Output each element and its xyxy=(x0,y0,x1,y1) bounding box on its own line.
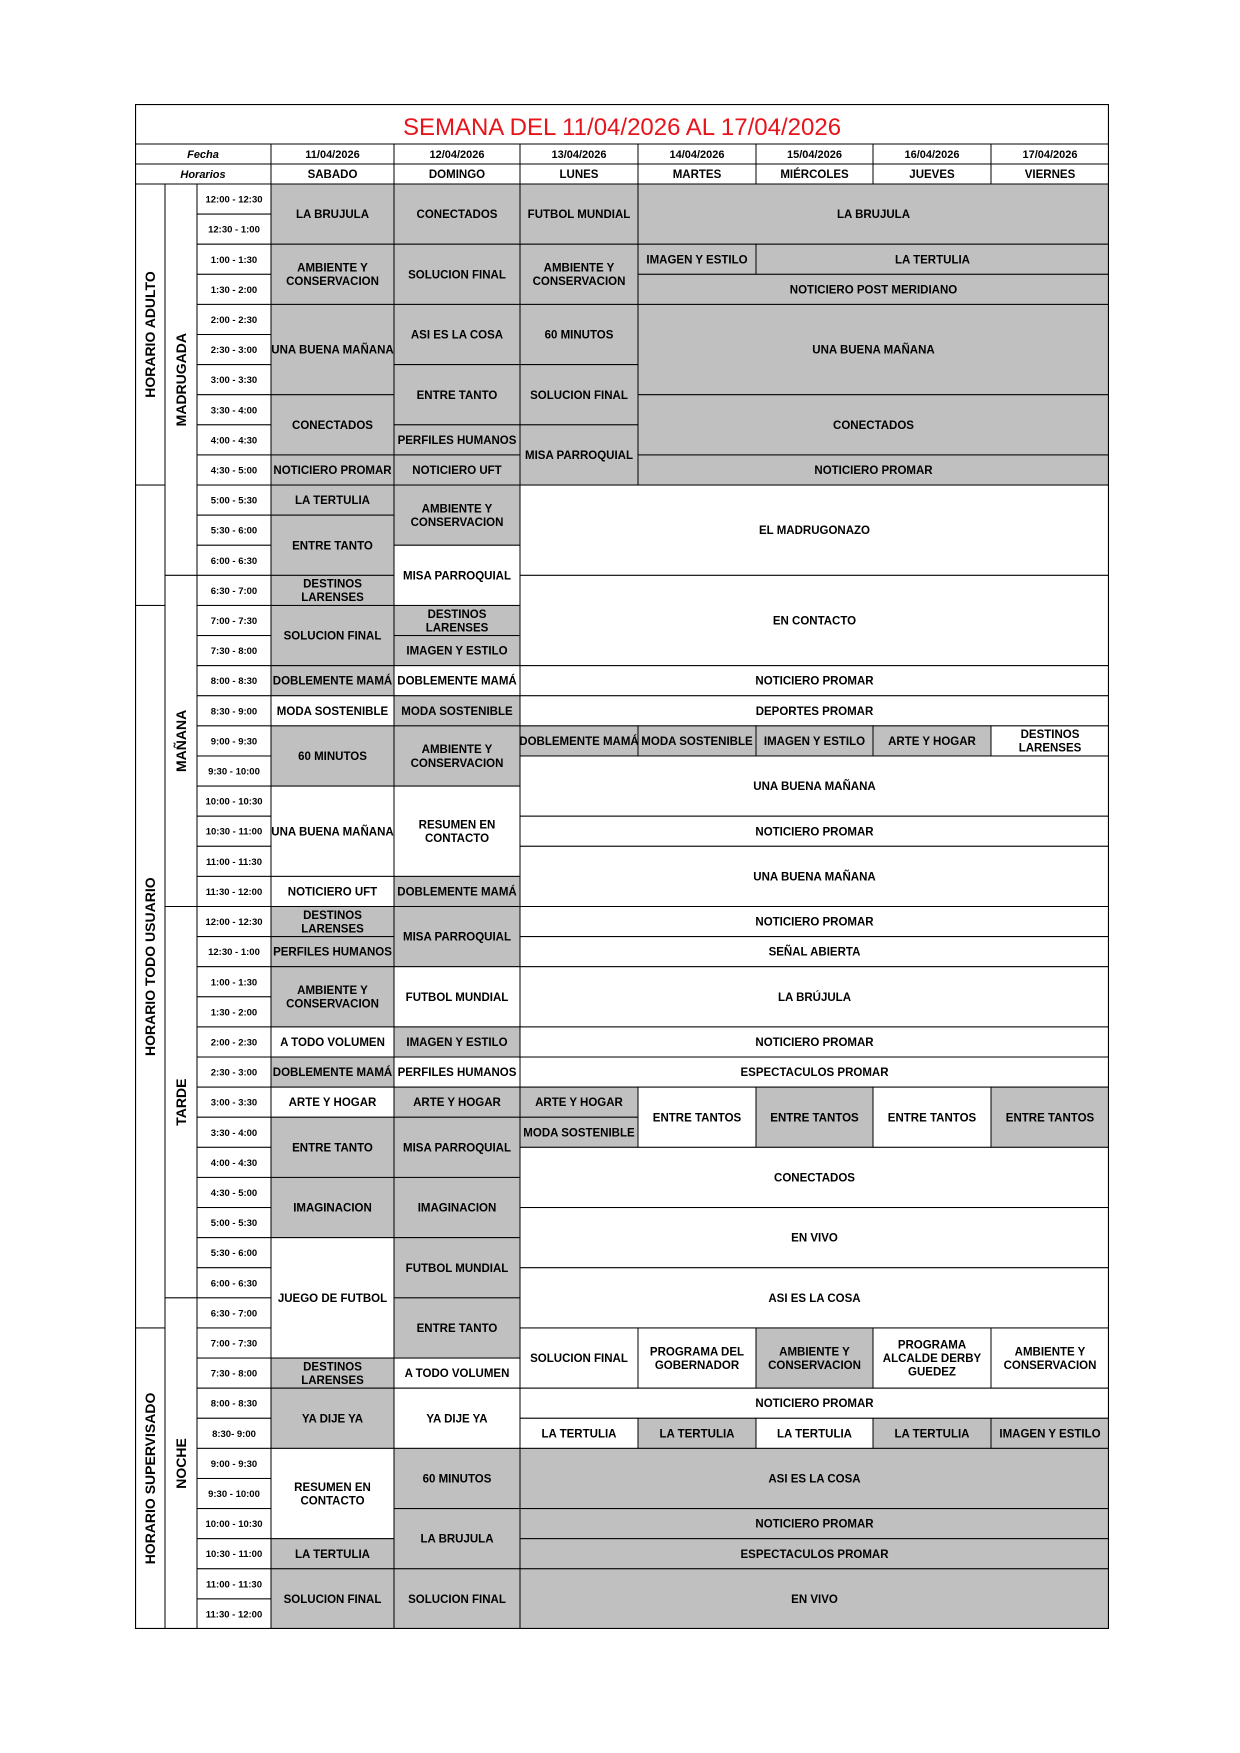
day-header: VIERNES xyxy=(1024,169,1076,181)
fecha-label: Fecha xyxy=(187,149,219,161)
program-label: 60 MINUTOS xyxy=(544,329,614,342)
time-slot: 12:30 - 1:00 xyxy=(208,224,260,236)
time-slot: 8:30- 9:00 xyxy=(212,1428,256,1440)
time-slot: 11:00 - 11:30 xyxy=(206,856,262,868)
program-label: IMAGINACION xyxy=(293,1202,372,1215)
program-label: DESTINOS LARENSES xyxy=(425,608,489,635)
time-slot: 4:00 - 4:30 xyxy=(210,1157,258,1169)
time-slot: 2:00 - 2:30 xyxy=(210,1037,258,1049)
time-slot: 7:00 - 7:30 xyxy=(210,1338,258,1350)
time-slot: 11:00 - 11:30 xyxy=(206,1579,262,1591)
program-label: LA TERTULIA xyxy=(295,495,370,508)
program-label: ESPECTACULOS PROMAR xyxy=(740,1067,889,1080)
program-label: ENTRE TANTOS xyxy=(652,1112,742,1125)
program-label: SOLUCION FINAL xyxy=(408,1593,506,1606)
program-label: UNA BUENA MAÑANA xyxy=(271,826,394,839)
program-label: FUTBOL MUNDIAL xyxy=(405,1262,509,1275)
day-header: MARTES xyxy=(672,169,722,181)
time-slot: 12:00 - 12:30 xyxy=(205,194,263,206)
time-slot: 2:30 - 3:00 xyxy=(210,345,258,357)
rating-band-label: HORARIO TODO USUARIO xyxy=(142,877,158,1057)
program-label: PROGRAMA DEL GOBERNADOR xyxy=(649,1346,745,1372)
program-label: NOTICIERO PROMAR xyxy=(755,1398,874,1411)
time-slot: 9:00 - 9:30 xyxy=(210,1458,258,1470)
program-label: CONECTADOS xyxy=(416,209,498,222)
time-slot: 3:30 - 4:00 xyxy=(210,405,258,417)
time-slot: 9:00 - 9:30 xyxy=(210,736,258,748)
program-label: PERFILES HUMANOS xyxy=(397,434,517,447)
time-slot: 9:30 - 10:00 xyxy=(208,766,260,778)
rating-band-label: HORARIO SUPERVISADO xyxy=(142,1392,158,1565)
date-header: 16/04/2026 xyxy=(904,149,960,161)
program-label: ENTRE TANTOS xyxy=(770,1112,859,1125)
date-header: 15/04/2026 xyxy=(786,149,843,161)
rating-band-label: HORARIO ADULTO xyxy=(142,271,158,398)
program-label: EN CONTACTO xyxy=(772,615,857,628)
program-label: AMBIENTE Y CONSERVACION xyxy=(410,503,504,529)
time-slot: 7:00 - 7:30 xyxy=(210,616,258,628)
program-label: LA BRUJULA xyxy=(836,209,911,222)
program-label: UNA BUENA MAÑANA xyxy=(753,781,876,794)
day-header: LUNES xyxy=(559,169,599,181)
program-label: LA TERTULIA xyxy=(895,254,970,267)
program-label: CONECTADOS xyxy=(774,1172,855,1185)
time-slot: 9:30 - 10:00 xyxy=(208,1489,260,1501)
program-label: AMBIENTE Y CONSERVACION xyxy=(410,744,504,770)
program-label: ARTE Y HOGAR xyxy=(288,1097,377,1110)
day-part-label: TARDE xyxy=(173,1078,189,1126)
program-label: NOTICIERO PROMAR xyxy=(755,1518,874,1531)
program-label: NOTICIERO UFT xyxy=(412,465,502,478)
program-label: LA BRUJULA xyxy=(295,209,370,222)
program-label: LA BRUJULA xyxy=(420,1533,494,1546)
program-label: YA DIJE YA xyxy=(301,1413,364,1426)
program-label: PERFILES HUMANOS xyxy=(273,946,392,959)
program-label: SOLUCION FINAL xyxy=(283,1593,382,1606)
program-label: ESPECTACULOS PROMAR xyxy=(740,1548,889,1561)
program-label: A TODO VOLUMEN xyxy=(404,1368,510,1381)
program-label: RESUMEN EN CONTACTO xyxy=(294,1481,371,1508)
day-header: SABADO xyxy=(307,169,358,181)
program-label: UNA BUENA MAÑANA xyxy=(271,344,394,357)
time-slot: 3:30 - 4:00 xyxy=(210,1127,258,1139)
program-label: FUTBOL MUNDIAL xyxy=(527,209,631,222)
time-slot: 10:30 - 11:00 xyxy=(205,1549,263,1561)
program-label: YA DIJE YA xyxy=(426,1413,488,1426)
page-title: SEMANA DEL 11/04/2026 AL 17/04/2026 xyxy=(402,114,842,141)
program-label: NOTICIERO PROMAR xyxy=(755,916,874,929)
program-label: MISA PARROQUIAL xyxy=(403,570,511,583)
program-label: ASI ES LA COSA xyxy=(410,329,504,342)
program-label: AMBIENTE Y CONSERVACION xyxy=(768,1346,861,1372)
program-label: EN VIVO xyxy=(791,1593,838,1606)
program-label: ARTE Y HOGAR xyxy=(413,1097,501,1110)
program-label: DESTINOS LARENSES xyxy=(301,909,364,936)
schedule-grid xyxy=(135,104,1109,1629)
time-slot: 4:30 - 5:00 xyxy=(210,1187,258,1199)
time-slot: 10:30 - 11:00 xyxy=(205,826,263,838)
program-label: EL MADRUGONAZO xyxy=(759,525,870,538)
program-label: CONECTADOS xyxy=(292,419,373,432)
program-label: ENTRE TANTO xyxy=(292,1142,373,1155)
program-label: ARTE Y HOGAR xyxy=(535,1097,623,1110)
program-label: ENTRE TANTOS xyxy=(887,1112,977,1125)
program-label: NOTICIERO PROMAR xyxy=(755,826,874,839)
time-slot: 6:30 - 7:00 xyxy=(210,1308,258,1320)
program-label: CONECTADOS xyxy=(833,419,914,432)
program-label: SOLUCION FINAL xyxy=(530,1353,628,1366)
date-header: 13/04/2026 xyxy=(551,149,607,161)
program-label: ENTRE TANTO xyxy=(416,1322,498,1335)
program-label: DESTINOS LARENSES xyxy=(1018,729,1082,755)
program-label: IMAGEN Y ESTILO xyxy=(763,735,866,748)
program-label: IMAGEN Y ESTILO xyxy=(999,1428,1101,1441)
program-label: NOTICIERO PROMAR xyxy=(755,675,874,688)
rating-band-cell xyxy=(135,485,165,605)
program-label: LA TERTULIA xyxy=(295,1548,370,1561)
program-label: FUTBOL MUNDIAL xyxy=(405,991,509,1004)
time-slot: 5:00 - 5:30 xyxy=(210,495,258,507)
time-slot: 3:00 - 3:30 xyxy=(210,1097,258,1109)
day-part-label: MAÑANA xyxy=(173,709,189,773)
program-label: NOTICIERO POST MERIDIANO xyxy=(789,284,958,297)
program-label: DESTINOS LARENSES xyxy=(301,578,364,605)
program-label: AMBIENTE Y CONSERVACION xyxy=(1003,1346,1097,1372)
program-label: DESTINOS LARENSES xyxy=(301,1361,364,1387)
program-label: NOTICIERO PROMAR xyxy=(814,465,933,478)
day-part-label: MADRUGADA xyxy=(173,333,189,427)
time-slot: 11:30 - 12:00 xyxy=(205,1609,263,1621)
program-label: NOTICIERO UFT xyxy=(287,886,378,899)
program-label: NOTICIERO PROMAR xyxy=(755,1036,874,1049)
date-header: 17/04/2026 xyxy=(1022,149,1078,161)
date-header: 12/04/2026 xyxy=(429,149,485,161)
program-label: IMAGINACION xyxy=(417,1202,497,1215)
time-slot: 5:00 - 5:30 xyxy=(210,1218,258,1230)
time-slot: 1:00 - 1:30 xyxy=(210,977,258,989)
program-label: MODA SOSTENIBLE xyxy=(276,705,389,718)
time-slot: 4:00 - 4:30 xyxy=(210,435,258,447)
program-label: RESUMEN EN CONTACTO xyxy=(418,819,496,846)
schedule-table xyxy=(135,104,1109,1629)
program-label: ENTRE TANTO xyxy=(416,389,498,402)
program-label: DOBLEMENTE MAMÁ xyxy=(272,675,393,688)
program-label: AMBIENTE Y CONSERVACION xyxy=(532,262,626,289)
program-label: PERFILES HUMANOS xyxy=(397,1067,517,1080)
program-label: LA TERTULIA xyxy=(777,1428,852,1441)
program-label: LA TERTULIA xyxy=(894,1428,970,1441)
program-label: DOBLEMENTE MAMÁ xyxy=(519,735,639,748)
program-label: MODA SOSTENIBLE xyxy=(641,735,753,748)
time-slot: 10:00 - 10:30 xyxy=(205,1519,263,1531)
time-slot: 6:30 - 7:00 xyxy=(210,585,258,597)
program-label: 60 MINUTOS xyxy=(298,751,367,764)
program-label: JUEGO DE FUTBOL xyxy=(277,1292,388,1305)
program-label: EN VIVO xyxy=(791,1232,838,1245)
program-label: DEPORTES PROMAR xyxy=(755,705,874,718)
program-label: ENTRE TANTOS xyxy=(1005,1112,1095,1125)
time-slot: 12:00 - 12:30 xyxy=(205,917,263,929)
program-label: LA TERTULIA xyxy=(541,1428,617,1441)
time-slot: 2:00 - 2:30 xyxy=(210,314,258,326)
time-slot: 10:00 - 10:30 xyxy=(205,796,263,808)
time-slot: 5:30 - 6:00 xyxy=(210,1248,258,1260)
program-label: ARTE Y HOGAR xyxy=(888,735,976,748)
program-label: 60 MINUTOS xyxy=(422,1473,492,1486)
program-label: UNA BUENA MAÑANA xyxy=(812,344,935,357)
time-slot: 4:30 - 5:00 xyxy=(210,465,258,477)
horarios-label: Horarios xyxy=(180,169,226,181)
program-label: PROGRAMA ALCALDE DERBY GUEDEZ xyxy=(882,1339,982,1379)
day-header: DOMINGO xyxy=(428,169,486,181)
program-label: MISA PARROQUIAL xyxy=(525,449,633,462)
day-header: JUEVES xyxy=(909,169,955,181)
program-label: ASI ES LA COSA xyxy=(768,1292,861,1305)
program-label: AMBIENTE Y CONSERVACION xyxy=(286,262,379,289)
time-slot: 11:30 - 12:00 xyxy=(205,886,263,898)
program-label: IMAGEN Y ESTILO xyxy=(406,645,508,658)
time-slot: 8:30 - 9:00 xyxy=(210,706,258,718)
program-label: IMAGEN Y ESTILO xyxy=(406,1036,508,1049)
program-label: MODA SOSTENIBLE xyxy=(401,705,513,718)
time-slot: 6:00 - 6:30 xyxy=(210,555,258,567)
program-label: MISA PARROQUIAL xyxy=(403,931,511,944)
time-slot: 1:30 - 2:00 xyxy=(210,284,258,296)
time-slot: 8:00 - 8:30 xyxy=(210,1398,258,1410)
program-label: MODA SOSTENIBLE xyxy=(523,1127,635,1140)
day-header: MIÉRCOLES xyxy=(780,169,849,181)
program-label: UNA BUENA MAÑANA xyxy=(753,871,876,884)
program-label: SOLUCION FINAL xyxy=(530,389,628,402)
time-slot: 1:00 - 1:30 xyxy=(210,254,258,266)
date-header: 14/04/2026 xyxy=(669,149,725,161)
program-label: MISA PARROQUIAL xyxy=(403,1142,511,1155)
program-label: SEÑAL ABIERTA xyxy=(768,946,861,959)
program-label: IMAGEN Y ESTILO xyxy=(646,254,748,267)
program-label: AMBIENTE Y CONSERVACION xyxy=(286,985,379,1011)
time-slot: 7:30 - 8:00 xyxy=(210,646,258,658)
program-label: ASI ES LA COSA xyxy=(768,1473,861,1486)
time-slot: 2:30 - 3:00 xyxy=(210,1067,258,1079)
program-label: SOLUCION FINAL xyxy=(408,269,506,282)
time-slot: 1:30 - 2:00 xyxy=(210,1007,258,1019)
program-label: SOLUCION FINAL xyxy=(283,630,382,643)
program-label: DOBLEMENTE MAMÁ xyxy=(397,675,517,688)
date-header: 11/04/2026 xyxy=(305,149,360,161)
program-label: ENTRE TANTO xyxy=(292,540,373,553)
program-label: LA TERTULIA xyxy=(659,1428,735,1441)
time-slot: 6:00 - 6:30 xyxy=(210,1278,258,1290)
time-slot: 12:30 - 1:00 xyxy=(208,947,260,959)
time-slot: 7:30 - 8:00 xyxy=(210,1368,258,1380)
program-label: DOBLEMENTE MAMÁ xyxy=(397,886,517,899)
program-label: DOBLEMENTE MAMÁ xyxy=(272,1067,393,1080)
time-slot: 3:00 - 3:30 xyxy=(210,375,258,387)
time-slot: 5:30 - 6:00 xyxy=(210,525,258,537)
program-label: A TODO VOLUMEN xyxy=(280,1036,385,1049)
day-part-label: NOCHE xyxy=(173,1438,189,1489)
program-label: NOTICIERO PROMAR xyxy=(273,465,392,478)
program-label: LA BRÚJULA xyxy=(777,991,852,1004)
time-slot: 8:00 - 8:30 xyxy=(210,676,258,688)
